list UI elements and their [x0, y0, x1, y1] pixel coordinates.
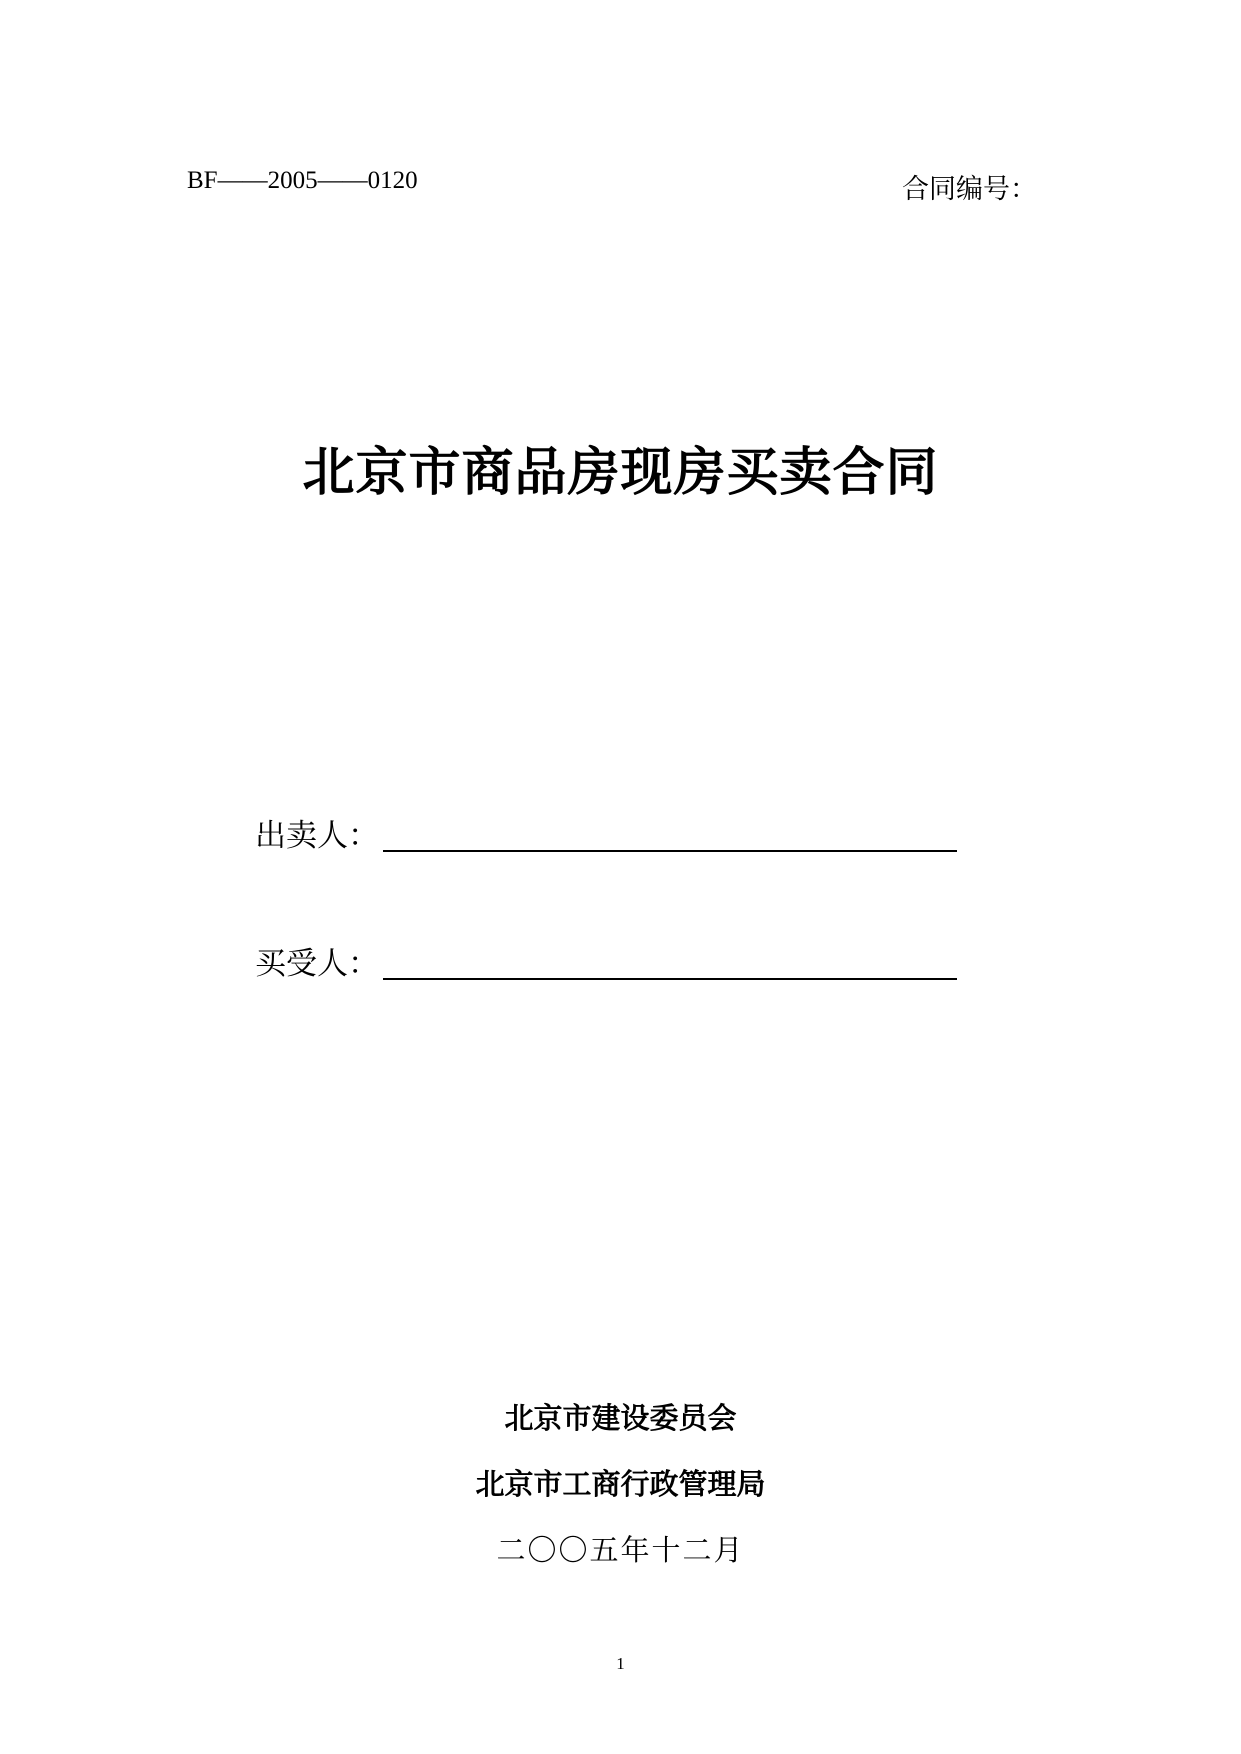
seller-field[interactable] [383, 850, 957, 852]
seller-row [255, 806, 965, 856]
document-title: 北京市商品房现房买卖合同 [302, 443, 939, 503]
buyer-label: 买受人： [255, 946, 379, 982]
issuer-block [0, 1398, 1241, 1596]
issue-date: 二〇〇五年十二月 [496, 1533, 745, 1567]
contract-number-field [902, 167, 1037, 206]
contract-number-label: 合同编号： [902, 174, 1037, 205]
buyer-field[interactable] [383, 978, 957, 980]
seller-label: 出卖人： [255, 818, 379, 854]
issuer-industry-commerce-bureau: 北京市工商行政管理局 [475, 1467, 766, 1501]
issuer-construction-commission: 北京市建设委员会 [504, 1401, 737, 1435]
page-number: 1 [616, 1654, 625, 1673]
form-code: BF——2005——0120 [187, 167, 418, 194]
buyer-row [255, 934, 965, 984]
